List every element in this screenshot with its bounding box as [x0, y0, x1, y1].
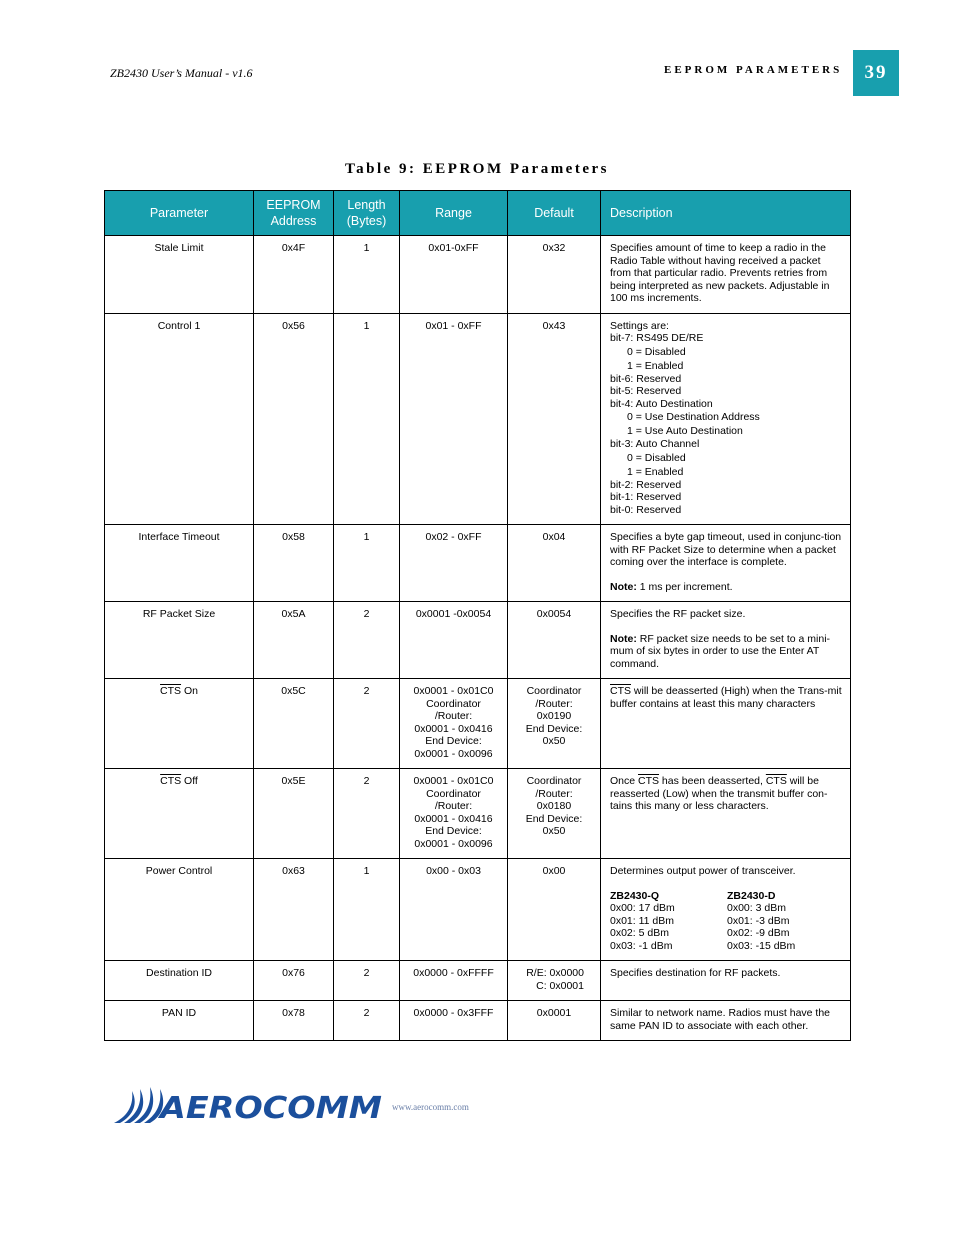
range-line: /Router: — [434, 800, 473, 812]
description-cell — [601, 313, 851, 525]
default-cell: 0x43 — [508, 313, 601, 525]
address-cell: 0x78 — [254, 1001, 334, 1041]
length-cell: 1 — [334, 859, 400, 961]
range-line: 0x0001 - 0x0416 — [414, 722, 493, 735]
description-cell — [601, 859, 851, 961]
website-link[interactable]: www.aerocomm.com — [392, 1102, 469, 1112]
eeprom-parameters-table — [104, 190, 851, 1041]
default-line: R/E: 0x0000 — [526, 967, 584, 979]
desc-line: bit-7: RS495 DE/RE — [610, 332, 704, 344]
desc-line: bit-2: Reserved — [610, 478, 682, 491]
param-cell — [105, 679, 254, 769]
default-cell — [508, 769, 601, 859]
table-row — [105, 236, 851, 314]
desc-note — [610, 581, 844, 594]
table-row — [105, 1001, 851, 1041]
range-cell — [400, 769, 508, 859]
range-cell: 0x0000 - 0x3FFF — [400, 1001, 508, 1041]
logo-wordmark: AEROCOMM — [157, 1091, 383, 1125]
wave-icon — [114, 1087, 163, 1123]
power-levels-q — [610, 890, 727, 953]
desc-line: bit-4: Auto Destination — [610, 397, 713, 410]
power-levels-d — [727, 890, 844, 953]
range-cell — [400, 679, 508, 769]
length-cell: 1 — [334, 525, 400, 602]
power-levels — [610, 890, 844, 953]
param-cell: PAN ID — [105, 1001, 254, 1041]
note-text: 1 ms per increment. — [636, 580, 733, 593]
table-row — [105, 961, 851, 1001]
desc-line: 0 = Disabled — [627, 345, 686, 358]
table-row — [105, 859, 851, 961]
desc-text: will be deasserted (High) when the Trans-mit buffer contains at least this many characters — [610, 685, 842, 710]
default-line: 0x0190 — [536, 710, 572, 722]
param-cell: Power Control — [105, 859, 254, 961]
cts-overline-text: $\overline{CTS}$ — [638, 775, 660, 787]
note-label: Note: — [610, 632, 637, 645]
default-line: 0x50 — [542, 825, 566, 837]
range-line: /Router: — [434, 710, 473, 722]
cts-overline-text: $\overline{CTS}$ — [610, 685, 631, 697]
default-line: 0x0180 — [536, 800, 572, 812]
length-cell: 2 — [334, 769, 400, 859]
param-cell: Interface Timeout — [105, 525, 254, 602]
desc-line: bit-6: Reserved — [610, 372, 682, 385]
range-cell: 0x00 - 0x03 — [400, 859, 508, 961]
description-cell: Similar to network name. Radios must have the same PAN ID to associate with each other. — [601, 1001, 851, 1041]
range-cell: 0x0000 - 0xFFFF — [400, 961, 508, 1001]
power-line: 0x03: -15 dBm — [727, 939, 796, 952]
desc-line: Settings are: — [610, 319, 669, 332]
power-line: 0x02: 5 dBm — [610, 927, 669, 939]
power-line: 0x00: 3 dBm — [727, 902, 786, 914]
param-cell: Stale Limit — [105, 236, 254, 314]
cts-overline-text: $\overline{CTS}$ — [765, 775, 787, 787]
column-header-default: Default — [508, 191, 601, 236]
address-cell: 0x58 — [254, 525, 334, 602]
range-line: End Device: — [425, 825, 482, 837]
description-cell — [601, 679, 851, 769]
column-header-parameter: Parameter — [105, 191, 254, 236]
column-header-address: EEPROM Address — [254, 191, 334, 236]
default-line: 0x50 — [542, 735, 566, 747]
power-line: 0x03: -1 dBm — [610, 939, 673, 952]
page-number: 39 — [864, 62, 888, 83]
section-title: EEPROM PARAMETERS — [664, 64, 843, 76]
default-cell: 0x04 — [508, 525, 601, 602]
desc-text: Determines output power of transceiver. — [610, 865, 796, 877]
length-cell: 2 — [334, 1001, 400, 1041]
default-line: End Device: — [525, 812, 583, 825]
default-cell — [508, 679, 601, 769]
desc-note — [610, 633, 844, 671]
default-line: /Router: — [535, 697, 573, 710]
model-title: ZB2430-Q — [610, 889, 660, 902]
param-text: On — [181, 685, 198, 697]
power-line: 0x01: 11 dBm — [610, 914, 675, 927]
note-text: RF packet size needs to be set to a mini-mum of six bytes in order to use the Enter AT command. — [610, 632, 831, 670]
description-cell — [601, 602, 851, 679]
length-cell: 2 — [334, 679, 400, 769]
desc-line: 0 = Use Destination Address — [627, 411, 760, 423]
desc-text: has been deasserted, — [659, 775, 766, 787]
table-caption: Table 9: EEPROM Parameters — [345, 161, 609, 177]
range-line: 0x0001 - 0x0096 — [414, 837, 493, 850]
desc-line: 1 = Enabled — [627, 465, 684, 478]
description-cell — [601, 525, 851, 602]
default-cell: 0x0054 — [508, 602, 601, 679]
note-label: Note: — [610, 580, 637, 593]
power-line: 0x02: -9 dBm — [727, 927, 790, 939]
default-line: Coordinator — [526, 685, 582, 697]
default-cell: 0x00 — [508, 859, 601, 961]
address-cell: 0x76 — [254, 961, 334, 1001]
aerocomm-logo — [112, 1085, 387, 1125]
desc-text: Specifies a byte gap timeout, used in conjunc-tion with RF Packet Size to determine when a packet coming over the interface is complete. — [610, 531, 842, 568]
length-cell: 2 — [334, 961, 400, 1001]
description-cell — [601, 769, 851, 859]
length-cell: 1 — [334, 313, 400, 525]
desc-text: will be reasserted (Low) when the transmit buffer con-tains this many or less characters. — [610, 775, 828, 812]
range-cell: 0x01 - 0xFF — [400, 313, 508, 525]
table-row — [105, 313, 851, 525]
param-cell — [105, 769, 254, 859]
range-cell: 0x01-0xFF — [400, 236, 508, 314]
description-cell: Specifies amount of time to keep a radio in the Radio Table without having received a packet from that particular radio. Prevents retries from being interpreted as new packets. Adjustable in 100 ms increments. — [601, 236, 851, 314]
range-line: 0x0001 - 0x01C0 — [413, 685, 494, 697]
desc-text: Once — [610, 775, 639, 787]
desc-line: bit-3: Auto Channel — [610, 438, 700, 450]
desc-line: bit-5: Reserved — [610, 385, 682, 397]
desc-text: Specifies the RF packet size. — [610, 608, 746, 620]
address-cell: 0x4F — [254, 236, 334, 314]
description-cell: Specifies destination for RF packets. — [601, 961, 851, 1001]
desc-line: 1 = Enabled — [627, 359, 684, 372]
table-row — [105, 769, 851, 859]
desc-line: 0 = Disabled — [627, 451, 686, 464]
column-header-description: Description — [601, 191, 851, 236]
default-cell — [508, 961, 601, 1001]
range-line: End Device: — [425, 735, 482, 747]
table-row — [105, 602, 851, 679]
address-cell: 0x63 — [254, 859, 334, 961]
param-text: Off — [181, 775, 198, 787]
address-cell: 0x5A — [254, 602, 334, 679]
param-cell: RF Packet Size — [105, 602, 254, 679]
default-cell: 0x32 — [508, 236, 601, 314]
range-cell: 0x02 - 0xFF — [400, 525, 508, 602]
address-cell: 0x5E — [254, 769, 334, 859]
column-header-length: Length (Bytes) — [334, 191, 400, 236]
default-line: C: 0x0001 — [536, 979, 584, 992]
default-line: Coordinator — [526, 775, 582, 787]
table-header-row — [105, 191, 851, 236]
document-title: ZB2430 User’s Manual - v1.6 — [110, 66, 253, 80]
desc-line: bit-0: Reserved — [610, 503, 682, 516]
default-cell: 0x0001 — [508, 1001, 601, 1041]
param-cell: Control 1 — [105, 313, 254, 525]
column-header-range: Range — [400, 191, 508, 236]
range-line: Coordinator — [426, 787, 481, 800]
range-line: 0x0001 - 0x0416 — [414, 812, 493, 825]
default-line: End Device: — [525, 722, 583, 735]
length-cell: 2 — [334, 602, 400, 679]
cts-overline-text: $\overline{CTS}$ — [160, 775, 182, 787]
table-row — [105, 525, 851, 602]
default-line: /Router: — [535, 787, 573, 800]
range-cell: 0x0001 -0x0054 — [400, 602, 508, 679]
param-cell: Destination ID — [105, 961, 254, 1001]
range-line: 0x0001 - 0x0096 — [414, 747, 493, 760]
length-cell: 1 — [334, 236, 400, 314]
range-line: Coordinator — [426, 697, 481, 710]
address-cell: 0x5C — [254, 679, 334, 769]
page-number-badge — [853, 50, 899, 96]
cts-overline-text: $\overline{CTS}$ — [160, 685, 182, 697]
address-cell: 0x56 — [254, 313, 334, 525]
range-line: 0x0001 - 0x01C0 — [413, 775, 494, 787]
desc-line: 1 = Use Auto Destination — [627, 425, 743, 437]
desc-line: bit-1: Reserved — [610, 491, 682, 503]
model-title: ZB2430-D — [727, 889, 776, 902]
power-line: 0x00: 17 dBm — [610, 902, 675, 914]
table-row — [105, 679, 851, 769]
power-line: 0x01: -3 dBm — [727, 914, 790, 927]
